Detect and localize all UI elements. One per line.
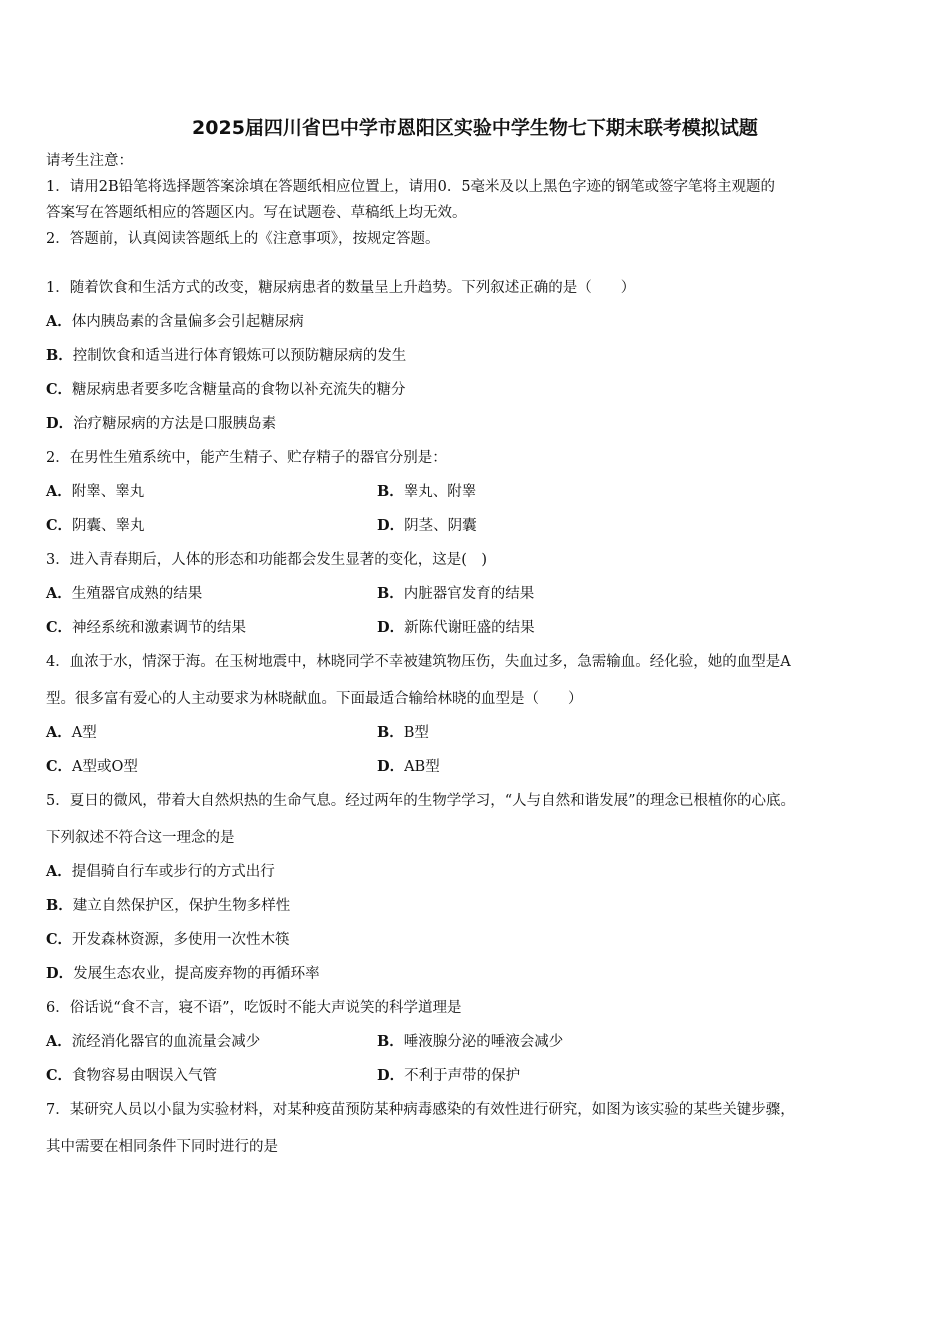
option-text: A型: [71, 725, 97, 741]
question-2-stem: 2．在男性生殖系统中，能产生精子、贮存精子的器官分别是：: [46, 450, 447, 466]
option-label: C．: [46, 517, 73, 534]
option-text: B型: [403, 725, 429, 741]
option-text: 建立自然保护区，保护生物多样性: [72, 898, 291, 914]
option-label: B．: [46, 897, 73, 914]
option-text: 内脏器官发育的结果: [403, 586, 535, 602]
question-5-option-c[interactable]: [46, 928, 290, 949]
question-6-stem: 6．俗话说“食不言，寝不语”，吃饭时不能大声说笑的科学道理是: [46, 1000, 462, 1016]
option-text: 开发森林资源，多使用一次性木筷: [72, 932, 290, 948]
question-2-option-c[interactable]: [46, 514, 145, 535]
option-label: C．: [46, 619, 73, 636]
question-4-stem-line-2: 型。很多富有爱心的人主动要求为林晓献血。下面最适合输给林晓的血型是（ ）: [46, 691, 583, 707]
option-label: A．: [46, 483, 72, 500]
notice-heading: 请考生注意：: [46, 153, 133, 169]
option-text: AB型: [404, 759, 440, 775]
option-text: 控制饮食和适当进行体育锻炼可以预防糖尿病的发生: [72, 348, 407, 364]
option-label: D．: [377, 619, 405, 636]
question-3-option-d[interactable]: [377, 616, 535, 637]
option-label: A．: [46, 863, 72, 880]
option-text: 食物容易由咽误入气管: [72, 1068, 218, 1084]
question-3-option-c[interactable]: [46, 616, 246, 637]
question-5-stem-line-1: 5．夏日的微风，带着大自然炽热的生命气息。经过两年的生物学学习，“人与自然和谐发展”的理念已根植你的心底。: [46, 793, 796, 809]
question-2-option-b[interactable]: [377, 480, 476, 501]
option-text: 睾丸、附睾: [403, 484, 477, 500]
question-4-option-b[interactable]: [377, 721, 429, 742]
option-text: 唾液腺分泌的唾液会减少: [403, 1034, 564, 1050]
question-6-option-d[interactable]: [377, 1064, 520, 1085]
option-text: 附睾、睾丸: [71, 484, 145, 500]
option-label: B．: [46, 347, 73, 364]
option-text: 生殖器官成熟的结果: [71, 586, 203, 602]
option-text: 发展生态农业，提高废弃物的再循环率: [73, 966, 320, 982]
question-1-option-d[interactable]: [46, 412, 276, 433]
question-6-option-a[interactable]: [46, 1030, 260, 1051]
question-1-option-a[interactable]: [46, 310, 304, 331]
question-3-stem: 3．进入青春期后，人体的形态和功能都会发生显著的变化，这是( ): [46, 552, 488, 568]
question-2-option-a[interactable]: [46, 480, 144, 501]
question-6-option-c[interactable]: [46, 1064, 217, 1085]
option-label: B．: [377, 585, 404, 602]
option-text: 新陈代谢旺盛的结果: [404, 620, 535, 636]
option-label: C．: [46, 931, 73, 948]
question-6-option-b[interactable]: [377, 1030, 563, 1051]
question-3-option-a[interactable]: [46, 582, 202, 603]
option-label: A．: [46, 724, 72, 741]
question-4-option-d[interactable]: [377, 755, 440, 776]
option-text: 阴囊、睾丸: [72, 518, 145, 534]
question-3-option-b[interactable]: [377, 582, 534, 603]
page-title: 2025届四川省巴中学市恩阳区实验中学生物七下期末联考模拟试题: [192, 117, 758, 139]
option-label: C．: [46, 758, 73, 775]
option-label: D．: [377, 517, 405, 534]
option-text: A型或O型: [72, 759, 138, 775]
notice-item-1-line-1: 1．请用2B铅笔将选择题答案涂填在答题纸相应位置上，请用0．5毫米及以上黑色字迹的钢笔或签字笔将主观题的: [46, 179, 776, 195]
question-5-option-d[interactable]: [46, 962, 320, 983]
option-label: D．: [46, 415, 74, 432]
notice-item-1-line-2: 答案写在答题纸相应的答题区内。写在试题卷、草稿纸上均无效。: [46, 205, 467, 221]
question-5-stem-line-2: 下列叙述不符合这一理念的是: [46, 830, 235, 846]
notice-block: [46, 148, 916, 252]
option-label: A．: [46, 1033, 72, 1050]
question-7-stem-line-2: 其中需要在相同条件下同时进行的是: [46, 1139, 278, 1155]
question-1-option-c[interactable]: [46, 378, 406, 399]
option-label: C．: [46, 1067, 73, 1084]
option-label: D．: [377, 758, 405, 775]
question-7-stem-line-1: 7．某研究人员以小鼠为实验材料，对某种疫苗预防某种病毒感染的有效性进行研究，如图为该实验的某些关键步骤，: [46, 1102, 795, 1118]
option-text: 神经系统和激素调节的结果: [72, 620, 247, 636]
option-text: 糖尿病患者要多吃含糖量高的食物以补充流失的糖分: [72, 382, 406, 398]
option-text: 治疗糖尿病的方法是口服胰岛素: [73, 416, 277, 432]
option-text: 流经消化器官的血流量会减少: [71, 1034, 261, 1050]
option-label: B．: [377, 483, 404, 500]
option-label: B．: [377, 724, 404, 741]
question-1-stem: 1．随着饮食和生活方式的改变，糖尿病患者的数量呈上升趋势。下列叙述正确的是（ ）: [46, 280, 636, 296]
option-label: A．: [46, 313, 72, 330]
option-label: D．: [377, 1067, 405, 1084]
question-4-option-c[interactable]: [46, 755, 138, 776]
question-4-stem-line-1: 4．血浓于水，情深于海。在玉树地震中，林晓同学不幸被建筑物压伤，失血过多，急需输血。经化验，她的血型是A: [46, 654, 791, 670]
question-4-option-a[interactable]: [46, 721, 97, 742]
option-label: A．: [46, 585, 72, 602]
option-label: D．: [46, 965, 74, 982]
question-1-option-b[interactable]: [46, 344, 406, 365]
question-2-option-d[interactable]: [377, 514, 477, 535]
question-5-option-b[interactable]: [46, 894, 290, 915]
option-text: 不利于声带的保护: [404, 1068, 521, 1084]
option-text: 阴茎、阴囊: [404, 518, 477, 534]
option-text: 提倡骑自行车或步行的方式出行: [71, 864, 275, 880]
option-label: C．: [46, 381, 73, 398]
option-text: 体内胰岛素的含量偏多会引起糖尿病: [71, 314, 304, 330]
option-label: B．: [377, 1033, 404, 1050]
question-5-option-a[interactable]: [46, 860, 275, 881]
notice-item-2: 2．答题前，认真阅读答题纸上的《注意事项》，按规定答题。: [46, 231, 440, 247]
